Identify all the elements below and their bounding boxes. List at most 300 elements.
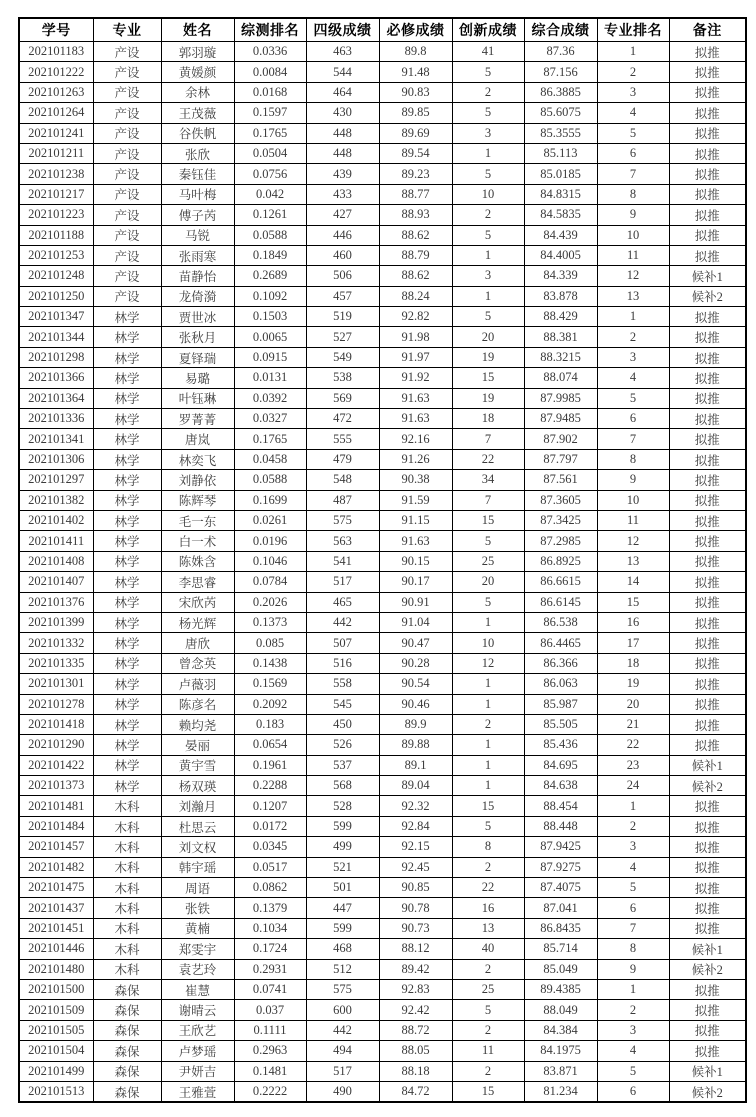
cell: 12 (597, 531, 669, 551)
cell: 202101500 (19, 979, 93, 999)
cell: 卢薇羽 (161, 674, 234, 694)
cell: 拟推 (669, 327, 746, 347)
cell: 0.0196 (234, 531, 306, 551)
cell: 拟推 (669, 449, 746, 469)
cell: 91.04 (379, 612, 452, 632)
cell: 白一术 (161, 531, 234, 551)
cell: 拟推 (669, 878, 746, 898)
cell: 叶钰琳 (161, 388, 234, 408)
cell: 7 (597, 429, 669, 449)
cell: 0.2288 (234, 776, 306, 796)
cell: 0.0336 (234, 42, 306, 62)
cell: 0.0862 (234, 878, 306, 898)
cell: 6 (597, 143, 669, 163)
cell: 91.97 (379, 347, 452, 367)
cell: 0.2931 (234, 959, 306, 979)
cell: 4 (597, 103, 669, 123)
cell: 464 (306, 82, 379, 102)
cell: 84.339 (524, 266, 597, 286)
cell: 拟推 (669, 42, 746, 62)
cell: 85.714 (524, 939, 597, 959)
table-head (19, 18, 746, 42)
cell: 拟推 (669, 82, 746, 102)
cell: 2 (452, 1020, 524, 1040)
cell: 202101250 (19, 286, 93, 306)
table-row (19, 266, 746, 286)
cell: 89.42 (379, 959, 452, 979)
cell: 202101347 (19, 307, 93, 327)
cell: 9 (597, 470, 669, 490)
cell: 88.24 (379, 286, 452, 306)
cell: 20 (452, 572, 524, 592)
cell: 1 (452, 694, 524, 714)
results-table (18, 17, 747, 1103)
table-row (19, 429, 746, 449)
cell: 1 (597, 796, 669, 816)
cell: 产设 (93, 123, 161, 143)
cell: 439 (306, 164, 379, 184)
cell: 产设 (93, 184, 161, 204)
cell: 81.234 (524, 1081, 597, 1102)
cell: 拟推 (669, 1041, 746, 1061)
cell: 92.83 (379, 979, 452, 999)
cell: 202101211 (19, 143, 93, 163)
cell: 5 (452, 531, 524, 551)
cell: 463 (306, 42, 379, 62)
cell: 25 (452, 979, 524, 999)
cell: 2 (452, 857, 524, 877)
cell: 10 (452, 184, 524, 204)
cell: 0.0654 (234, 735, 306, 755)
cell: 傅子芮 (161, 205, 234, 225)
cell: 88.074 (524, 368, 597, 388)
cell: 0.2222 (234, 1081, 306, 1102)
cell: 产设 (93, 266, 161, 286)
cell: 林学 (93, 714, 161, 734)
cell: 曾念英 (161, 653, 234, 673)
cell: 林学 (93, 592, 161, 612)
table-row (19, 551, 746, 571)
cell: 575 (306, 979, 379, 999)
cell: 84.72 (379, 1081, 452, 1102)
cell: 0.1765 (234, 429, 306, 449)
cell: 马锐 (161, 225, 234, 245)
cell: 0.1034 (234, 918, 306, 938)
cell: 0.0327 (234, 409, 306, 429)
cell: 15 (452, 1081, 524, 1102)
cell: 拟推 (669, 205, 746, 225)
cell: 87.9425 (524, 837, 597, 857)
table-row (19, 816, 746, 836)
cell: 88.049 (524, 1000, 597, 1020)
table-row (19, 878, 746, 898)
cell: 18 (597, 653, 669, 673)
cell: 杜思云 (161, 816, 234, 836)
cell: 87.36 (524, 42, 597, 62)
cell: 1 (452, 674, 524, 694)
cell: 89.04 (379, 776, 452, 796)
table-row (19, 674, 746, 694)
cell: 202101480 (19, 959, 93, 979)
cell: 2 (597, 816, 669, 836)
cell: 85.049 (524, 959, 597, 979)
cell: 产设 (93, 205, 161, 225)
cell: 15 (452, 368, 524, 388)
cell: 拟推 (669, 103, 746, 123)
cell: 548 (306, 470, 379, 490)
cell: 84.8315 (524, 184, 597, 204)
cell: 林学 (93, 510, 161, 530)
cell: 候补1 (669, 939, 746, 959)
cell: 479 (306, 449, 379, 469)
cell: 晏丽 (161, 735, 234, 755)
cell: 442 (306, 1020, 379, 1040)
cell: 433 (306, 184, 379, 204)
cell: 刘文权 (161, 837, 234, 857)
cell: 4 (597, 368, 669, 388)
cell: 拟推 (669, 307, 746, 327)
cell: 0.1111 (234, 1020, 306, 1040)
cell: 92.32 (379, 796, 452, 816)
cell: 林学 (93, 449, 161, 469)
cell: 刘静依 (161, 470, 234, 490)
cell: 202101336 (19, 409, 93, 429)
cell: 447 (306, 898, 379, 918)
cell: 1 (452, 245, 524, 265)
cell: 6 (597, 898, 669, 918)
cell: 202101513 (19, 1081, 93, 1102)
cell: 202101335 (19, 653, 93, 673)
cell: 0.0345 (234, 837, 306, 857)
cell: 10 (597, 225, 669, 245)
cell: 0.1765 (234, 123, 306, 143)
cell: 赖均尧 (161, 714, 234, 734)
cell: 12 (597, 266, 669, 286)
cell: 0.1724 (234, 939, 306, 959)
cell: 88.62 (379, 266, 452, 286)
cell: 84.439 (524, 225, 597, 245)
cell: 0.0915 (234, 347, 306, 367)
cell: 84.695 (524, 755, 597, 775)
cell: 85.3555 (524, 123, 597, 143)
cell: 202101364 (19, 388, 93, 408)
cell: 拟推 (669, 612, 746, 632)
cell: 87.2985 (524, 531, 597, 551)
cell: 202101301 (19, 674, 93, 694)
cell: 88.381 (524, 327, 597, 347)
cell: 90.91 (379, 592, 452, 612)
table-row (19, 490, 746, 510)
table-row (19, 1041, 746, 1061)
cell: 1 (452, 755, 524, 775)
cell: 0.1961 (234, 755, 306, 775)
cell: 0.1261 (234, 205, 306, 225)
table-row (19, 633, 746, 653)
table-row (19, 164, 746, 184)
cell: 202101223 (19, 205, 93, 225)
cell: 568 (306, 776, 379, 796)
cell: 16 (597, 612, 669, 632)
cell: 16 (452, 898, 524, 918)
cell: 拟推 (669, 531, 746, 551)
cell: 84.1975 (524, 1041, 597, 1061)
cell: 森保 (93, 1020, 161, 1040)
cell: 3 (597, 1020, 669, 1040)
cell: 张雨寒 (161, 245, 234, 265)
table-row (19, 368, 746, 388)
table-row (19, 694, 746, 714)
table-row (19, 103, 746, 123)
cell: 202101499 (19, 1061, 93, 1081)
cell: 1 (452, 776, 524, 796)
cell: 卢梦瑶 (161, 1041, 234, 1061)
cell: 候补1 (669, 755, 746, 775)
cell: 89.4385 (524, 979, 597, 999)
cell: 89.88 (379, 735, 452, 755)
cell: 202101484 (19, 816, 93, 836)
cell: 0.037 (234, 1000, 306, 1020)
cell: 88.18 (379, 1061, 452, 1081)
cell: 13 (597, 286, 669, 306)
table-row (19, 857, 746, 877)
column-header: 四级成绩 (306, 18, 379, 42)
cell: 刘瀚月 (161, 796, 234, 816)
cell: 90.85 (379, 878, 452, 898)
table-row (19, 225, 746, 245)
table-row (19, 470, 746, 490)
cell: 0.0588 (234, 470, 306, 490)
cell: 202101298 (19, 347, 93, 367)
cell: 460 (306, 245, 379, 265)
cell: 202101418 (19, 714, 93, 734)
table-row (19, 592, 746, 612)
cell: 19 (452, 347, 524, 367)
cell: 林学 (93, 531, 161, 551)
cell: 86.366 (524, 653, 597, 673)
cell: 林学 (93, 674, 161, 694)
cell: 2 (452, 959, 524, 979)
cell: 陈辉琴 (161, 490, 234, 510)
cell: 黄楠 (161, 918, 234, 938)
cell: 90.28 (379, 653, 452, 673)
cell: 0.183 (234, 714, 306, 734)
cell: 5 (597, 1061, 669, 1081)
column-header: 综测排名 (234, 18, 306, 42)
cell: 90.47 (379, 633, 452, 653)
cell: 202101382 (19, 490, 93, 510)
cell: 张秋月 (161, 327, 234, 347)
cell: 90.46 (379, 694, 452, 714)
cell: 0.0588 (234, 225, 306, 245)
cell: 产设 (93, 103, 161, 123)
table-row (19, 184, 746, 204)
cell: 1 (452, 612, 524, 632)
cell: 拟推 (669, 1000, 746, 1020)
cell: 91.59 (379, 490, 452, 510)
cell: 5 (597, 388, 669, 408)
cell: 木科 (93, 857, 161, 877)
cell: 34 (452, 470, 524, 490)
cell: 陈姝含 (161, 551, 234, 571)
cell: 541 (306, 551, 379, 571)
table-row (19, 123, 746, 143)
cell: 0.1046 (234, 551, 306, 571)
cell: 90.83 (379, 82, 452, 102)
cell: 89.54 (379, 143, 452, 163)
cell: 90.17 (379, 572, 452, 592)
cell: 尹妍吉 (161, 1061, 234, 1081)
cell: 90.54 (379, 674, 452, 694)
cell: 88.454 (524, 796, 597, 816)
cell: 森保 (93, 979, 161, 999)
cell: 3 (452, 266, 524, 286)
cell: 5 (452, 592, 524, 612)
cell: 202101217 (19, 184, 93, 204)
cell: 木科 (93, 918, 161, 938)
cell: 88.93 (379, 205, 452, 225)
cell: 0.1481 (234, 1061, 306, 1081)
cell: 202101222 (19, 62, 93, 82)
table-row (19, 62, 746, 82)
cell: 92.42 (379, 1000, 452, 1020)
cell: 0.0741 (234, 979, 306, 999)
cell: 0.0065 (234, 327, 306, 347)
cell: 0.1699 (234, 490, 306, 510)
cell: 89.85 (379, 103, 452, 123)
cell: 202101188 (19, 225, 93, 245)
table-row (19, 1081, 746, 1102)
cell: 林学 (93, 572, 161, 592)
cell: 1 (597, 979, 669, 999)
cell: 21 (597, 714, 669, 734)
cell: 候补2 (669, 1081, 746, 1102)
cell: 83.871 (524, 1061, 597, 1081)
cell: 9 (597, 959, 669, 979)
cell: 87.561 (524, 470, 597, 490)
cell: 11 (452, 1041, 524, 1061)
table-row (19, 939, 746, 959)
cell: 7 (597, 918, 669, 938)
cell: 202101422 (19, 755, 93, 775)
cell: 88.429 (524, 307, 597, 327)
cell: 林学 (93, 429, 161, 449)
cell: 林学 (93, 307, 161, 327)
cell: 林学 (93, 551, 161, 571)
cell: 候补2 (669, 286, 746, 306)
cell: 17 (597, 633, 669, 653)
cell: 202101344 (19, 327, 93, 347)
cell: 拟推 (669, 225, 746, 245)
cell: 陈彦名 (161, 694, 234, 714)
cell: 86.6145 (524, 592, 597, 612)
cell: 86.8435 (524, 918, 597, 938)
cell: 90.38 (379, 470, 452, 490)
cell: 91.98 (379, 327, 452, 347)
cell: 12 (452, 653, 524, 673)
cell: 85.6075 (524, 103, 597, 123)
cell: 202101411 (19, 531, 93, 551)
cell: 1 (452, 143, 524, 163)
cell: 马叶梅 (161, 184, 234, 204)
cell: 拟推 (669, 837, 746, 857)
cell: 拟推 (669, 164, 746, 184)
cell: 89.1 (379, 755, 452, 775)
cell: 86.538 (524, 612, 597, 632)
cell: 林学 (93, 633, 161, 653)
table-row (19, 307, 746, 327)
cell: 夏铎瑞 (161, 347, 234, 367)
cell: 517 (306, 572, 379, 592)
cell: 19 (452, 388, 524, 408)
table-row (19, 979, 746, 999)
cell: 89.8 (379, 42, 452, 62)
cell: 拟推 (669, 510, 746, 530)
cell: 7 (452, 429, 524, 449)
cell: 91.63 (379, 531, 452, 551)
cell: 0.2026 (234, 592, 306, 612)
cell: 88.72 (379, 1020, 452, 1040)
cell: 545 (306, 694, 379, 714)
cell: 0.1092 (234, 286, 306, 306)
cell: 森保 (93, 1000, 161, 1020)
cell: 20 (597, 694, 669, 714)
cell: 产设 (93, 82, 161, 102)
table-row (19, 837, 746, 857)
table-row (19, 531, 746, 551)
cell: 0.0168 (234, 82, 306, 102)
cell: 拟推 (669, 429, 746, 449)
table-row (19, 143, 746, 163)
cell: 0.085 (234, 633, 306, 653)
cell: 87.9275 (524, 857, 597, 877)
cell: 86.063 (524, 674, 597, 694)
cell: 549 (306, 347, 379, 367)
cell: 林学 (93, 653, 161, 673)
cell: 林学 (93, 694, 161, 714)
cell: 558 (306, 674, 379, 694)
cell: 202101241 (19, 123, 93, 143)
cell: 0.0458 (234, 449, 306, 469)
cell: 202101481 (19, 796, 93, 816)
cell: 拟推 (669, 674, 746, 694)
cell: 5 (452, 816, 524, 836)
cell: 519 (306, 307, 379, 327)
cell: 崔慧 (161, 979, 234, 999)
table-row (19, 388, 746, 408)
table-row (19, 42, 746, 62)
table-row (19, 82, 746, 102)
cell: 91.63 (379, 409, 452, 429)
cell: 拟推 (669, 898, 746, 918)
cell: 木科 (93, 939, 161, 959)
cell: 84.638 (524, 776, 597, 796)
cell: 木科 (93, 898, 161, 918)
table-row (19, 653, 746, 673)
cell: 1 (452, 286, 524, 306)
cell: 袁艺玲 (161, 959, 234, 979)
cell: 20 (452, 327, 524, 347)
cell: 202101451 (19, 918, 93, 938)
cell: 王茂薇 (161, 103, 234, 123)
cell: 韩宇瑶 (161, 857, 234, 877)
cell: 木科 (93, 878, 161, 898)
cell: 87.9485 (524, 409, 597, 429)
cell: 202101253 (19, 245, 93, 265)
table-row (19, 898, 746, 918)
cell: 5 (452, 164, 524, 184)
cell: 2 (452, 1061, 524, 1081)
cell: 0.0517 (234, 857, 306, 877)
